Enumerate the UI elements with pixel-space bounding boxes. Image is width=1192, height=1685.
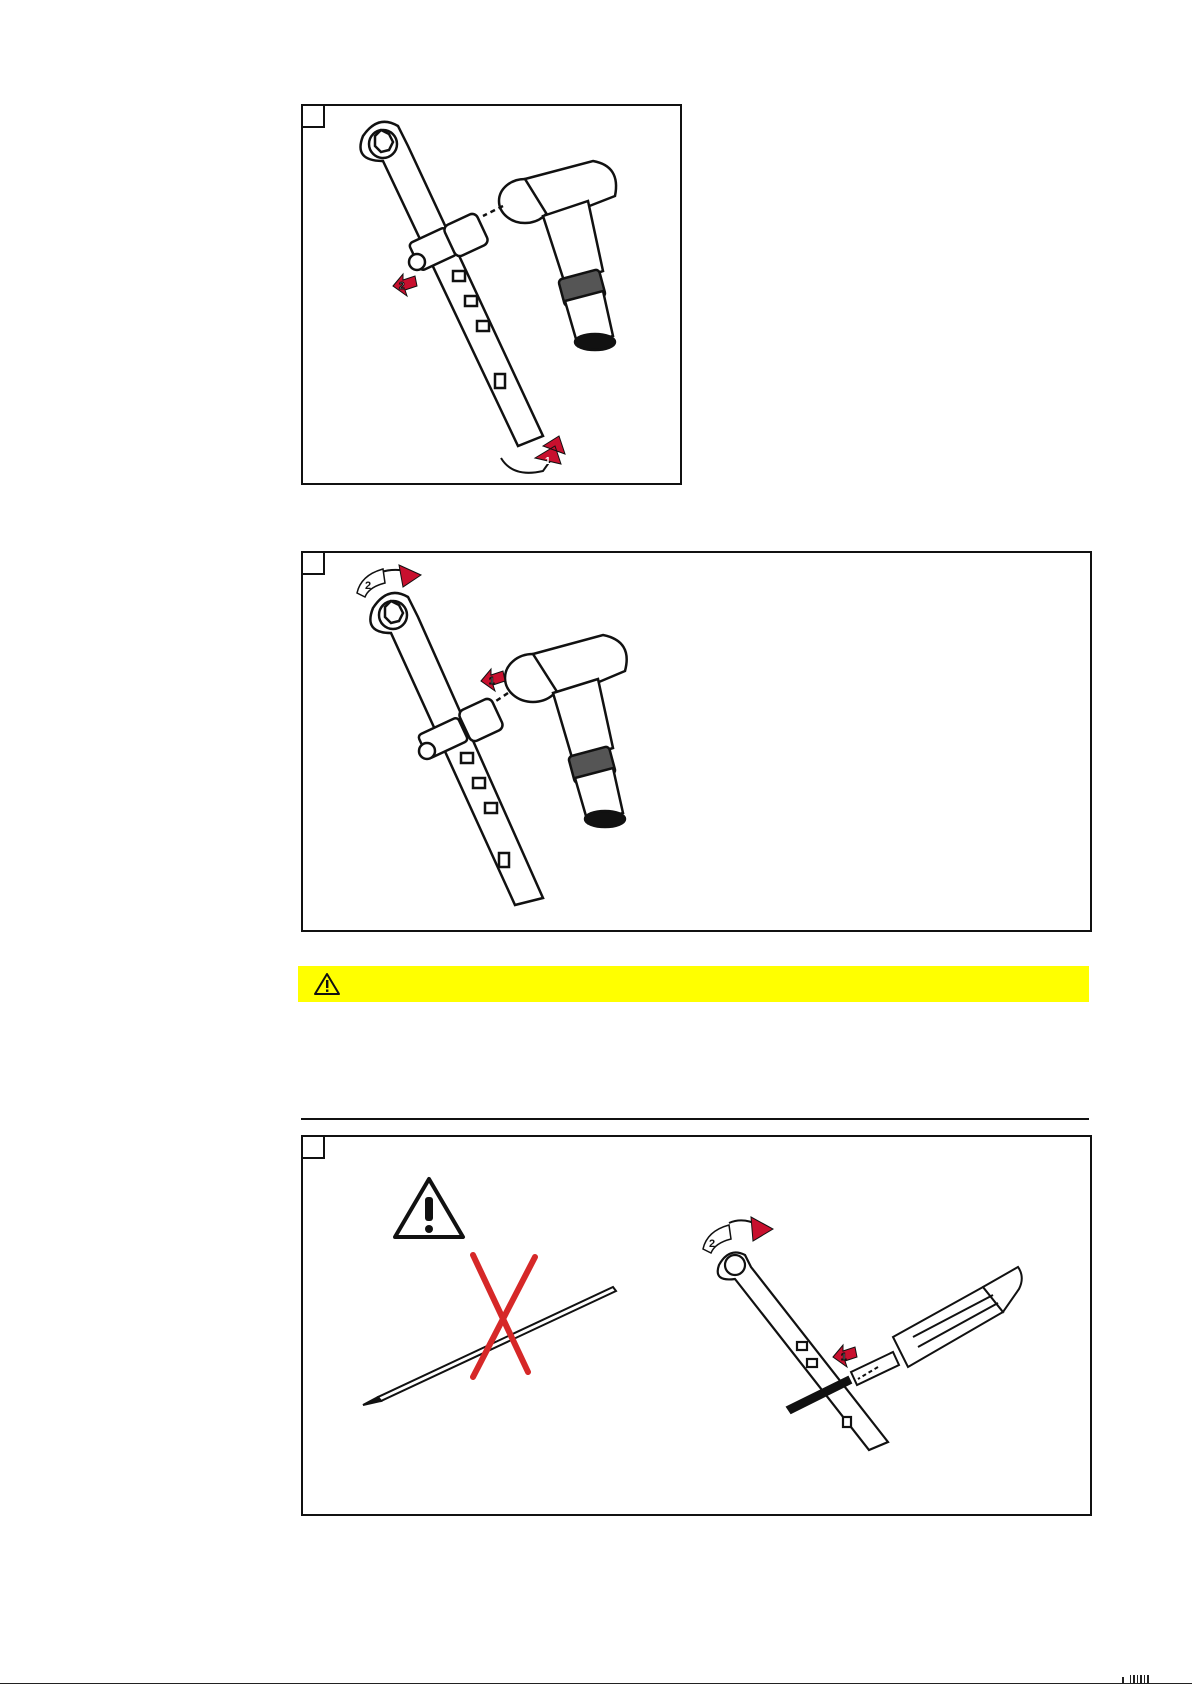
red-arrow-1-icon — [833, 1345, 857, 1367]
warning-triangle-icon — [395, 1179, 463, 1237]
wrench — [370, 593, 543, 905]
torque-tool — [483, 161, 616, 350]
rotation-arrow-2-icon — [703, 1217, 773, 1253]
section-divider — [301, 1118, 1089, 1120]
wrench — [361, 122, 544, 446]
wrench-mounting-illustration — [303, 553, 1090, 930]
wrench — [718, 1253, 888, 1450]
figure-2 — [301, 551, 1092, 932]
svg-text:1: 1 — [545, 456, 551, 467]
svg-text:2: 2 — [399, 281, 405, 292]
correct-tool-usage — [703, 1217, 1022, 1450]
wrench-removal-illustration — [303, 106, 680, 483]
figure-3 — [301, 1135, 1092, 1516]
svg-text:2: 2 — [709, 1238, 716, 1250]
red-cross-icon — [473, 1255, 535, 1377]
rotation-arrow-2-icon — [357, 565, 421, 597]
footer-rule — [0, 1683, 1192, 1684]
tool-usage-illustration — [303, 1137, 1090, 1514]
svg-text:1: 1 — [841, 1352, 847, 1363]
svg-text:1: 1 — [489, 676, 495, 687]
red-arrow-1-icon — [481, 669, 505, 691]
rotation-arrow-1-icon — [501, 436, 565, 473]
prohibited-tool-warning — [363, 1179, 616, 1405]
svg-text:2: 2 — [365, 580, 372, 592]
barcode-mark-icon — [1122, 1675, 1178, 1683]
figure-1 — [301, 104, 682, 485]
screwdriver-icon — [787, 1267, 1022, 1413]
warning-banner — [298, 966, 1089, 1002]
red-arrow-2-icon — [393, 274, 417, 296]
torque-tool — [493, 635, 627, 827]
warning-triangle-icon — [313, 972, 341, 996]
